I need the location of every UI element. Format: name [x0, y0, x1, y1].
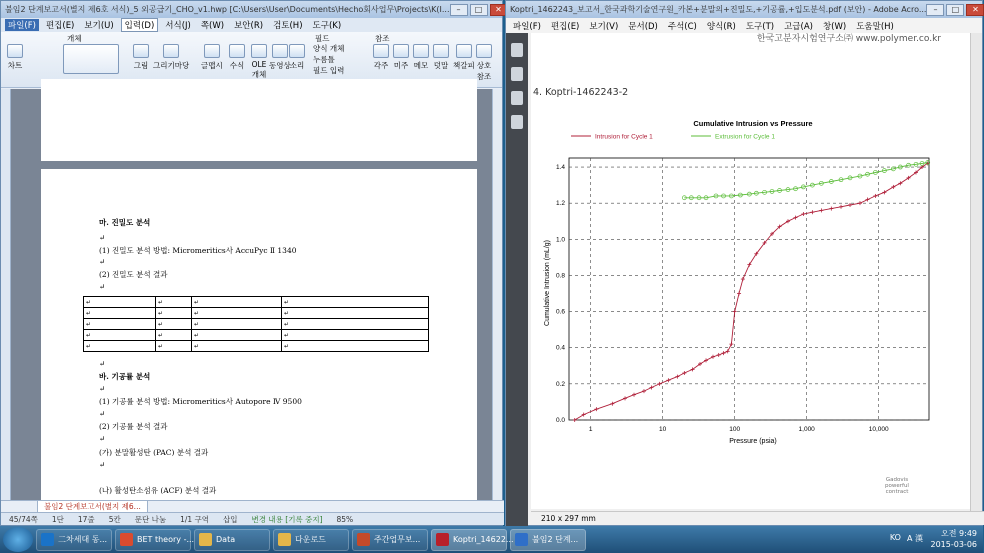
chart-icon: [7, 44, 23, 58]
vertical-ruler: [1, 89, 11, 502]
memo-icon: [413, 44, 429, 58]
document-area[interactable]: [11, 89, 493, 502]
hwp-vertical-scrollbar[interactable]: [492, 89, 502, 502]
taskbar-item[interactable]: BET theory -...: [115, 529, 191, 551]
table-row: ↵ ↵ ↵ ↵: [84, 308, 429, 319]
menu-insert[interactable]: 입력(D): [121, 18, 159, 32]
menu-review[interactable]: 검토(H): [273, 21, 303, 31]
menu-help[interactable]: 도움말(H): [856, 21, 894, 32]
hwp-statusbar: [1, 512, 504, 525]
ie-icon: [41, 533, 54, 546]
x-axis-label: Pressure (psia): [729, 438, 777, 445]
pdf-statusbar: [531, 511, 984, 525]
draw-mart-button[interactable]: 그리기마당: [153, 44, 189, 71]
legend-label: Extrusion for Cycle 1: [715, 133, 775, 141]
y-tick-label: 0.2: [555, 380, 565, 388]
menu-edit[interactable]: 편집(E): [45, 21, 75, 31]
formula-icon: [229, 44, 245, 58]
menu-comments[interactable]: 주석(C): [667, 21, 697, 32]
group-object-label: 개체: [67, 34, 82, 43]
clock-date: 2015-03-06: [930, 540, 977, 549]
pdf-titlebar[interactable]: [506, 1, 982, 18]
folder-icon: [278, 533, 291, 546]
table-row: ↵ ↵ ↵ ↵: [84, 319, 429, 330]
crossref-button[interactable]: 상호 참조: [475, 44, 493, 82]
pdf-window: [505, 0, 983, 526]
chrome-icon: [120, 533, 133, 546]
group-field-label: 필드: [315, 34, 330, 43]
pdf-header: 한국고분자시험연구소㈜ www.polymer.co.kr: [756, 34, 941, 44]
status-break: 문단 나눔: [134, 514, 167, 524]
hwp-doc-tabs: [1, 500, 504, 512]
series-line: [684, 163, 927, 198]
y-tick-label: 1.4: [555, 164, 565, 172]
x-tick-label: 1: [588, 426, 593, 433]
hwp-window-controls: [450, 4, 508, 16]
picture-button[interactable]: 그림: [133, 44, 149, 71]
menu-format[interactable]: 서식(J): [165, 21, 191, 31]
sound-icon: [289, 44, 305, 58]
menu-forms[interactable]: 양식(R): [706, 21, 736, 32]
item-ga: (가) 분말활성탄 (PAC) 분석 결과: [99, 448, 209, 457]
menu-file[interactable]: 파일(F): [5, 19, 39, 31]
hwp-window: [0, 0, 503, 526]
pages-icon[interactable]: [511, 67, 523, 81]
mark: ↵: [99, 384, 106, 393]
minimize-icon[interactable]: –: [926, 4, 944, 16]
item-ba2: (2) 기공률 분석 결과: [99, 422, 168, 431]
pdf-icon: [436, 533, 449, 546]
ole-button[interactable]: OLE 개체: [249, 44, 269, 80]
endnote-icon: [393, 44, 409, 58]
taskbar-item[interactable]: 다운로드: [273, 529, 349, 551]
heading-ma: 마. 진밀도 분석: [99, 218, 151, 227]
crossref-icon: [476, 44, 492, 58]
status-column: 1단: [51, 514, 64, 524]
comment-icon: [433, 44, 449, 58]
taskbar-item[interactable]: 불임2 단계...: [510, 529, 586, 551]
memo-field-button[interactable]: 누름틀: [313, 55, 335, 64]
item-ma1: (1) 진밀도 분석 방법: Micromeritics사 AccuPyc Ⅱ 1340: [99, 246, 297, 255]
mark: ↵: [99, 282, 106, 291]
status-section: 1/1 구역: [180, 514, 210, 524]
picture-icon: [133, 44, 149, 58]
mark: ↵: [99, 233, 106, 242]
hwp-title: 불임2 단계보고서(별지 제6호 서식)_5 외공급기_CHO_v1.hwp [C:\Users\User\Documents\Hecho회사업무\Projects\K(I...: [5, 5, 450, 14]
clock[interactable]: [931, 528, 978, 550]
maximize-icon[interactable]: □: [946, 4, 964, 16]
hwp-titlebar[interactable]: [1, 1, 502, 18]
status-zoom[interactable]: 85%: [336, 514, 354, 524]
folder-icon: [199, 533, 212, 546]
menu-page[interactable]: 쪽(W): [200, 21, 225, 31]
clock-time: 오전 9:49: [941, 529, 977, 538]
y-tick-label: 0.8: [555, 272, 565, 280]
doc-tab[interactable]: 불임2 단계보고서(별지 제6...: [37, 501, 148, 513]
menu-file[interactable]: 파일(F): [513, 21, 541, 32]
minimize-icon[interactable]: –: [450, 4, 468, 16]
mark: ↵: [99, 409, 106, 418]
field-input-button[interactable]: 필드 입력: [313, 66, 345, 75]
field-list: [313, 43, 344, 76]
x-tick-label: 1,000: [798, 426, 815, 433]
menu-tools[interactable]: 도구(T): [745, 21, 775, 32]
y-tick-label: 1.0: [555, 236, 565, 244]
menu-advanced[interactable]: 고급(A): [784, 21, 813, 32]
shape-gallery[interactable]: [63, 44, 119, 74]
glyph-icon: [204, 44, 220, 58]
status-insert[interactable]: 삽입: [223, 514, 238, 524]
menu-security[interactable]: 보안(R): [234, 21, 264, 31]
taskbar-item[interactable]: 二차세대 동...: [36, 529, 112, 551]
mark: ↵: [99, 434, 106, 443]
legend-label: Intrusion for Cycle 1: [595, 133, 653, 141]
attachments-icon[interactable]: [511, 91, 523, 105]
x-tick-label: 100: [729, 426, 741, 433]
y-tick-label: 0.4: [555, 344, 565, 352]
formula-button[interactable]: 수식: [229, 44, 245, 71]
table-row: ↵ ↵ ↵ ↵: [84, 341, 429, 352]
y-tick-label: 0.6: [555, 308, 565, 316]
x-tick-label: 10,000: [868, 426, 889, 433]
heading-ba: 바. 기공률 분석: [99, 372, 151, 381]
y-tick-label: 1.2: [555, 200, 565, 208]
hwp-menubar: [1, 18, 502, 32]
menu-tools[interactable]: 도구(K): [312, 21, 342, 31]
menu-window[interactable]: 창(W): [822, 21, 847, 32]
close-icon[interactable]: ✕: [490, 4, 508, 16]
taskbar-item[interactable]: Koptri_14622...: [431, 529, 507, 551]
movie-button[interactable]: 동영상: [269, 44, 291, 71]
maximize-icon[interactable]: □: [470, 4, 488, 16]
bookmark-icon: [456, 44, 472, 58]
status-line: 17줄: [77, 514, 95, 524]
endnote-button[interactable]: 미주: [393, 44, 409, 71]
status-page: 45/74쪽: [9, 514, 38, 524]
mark: ↵: [99, 460, 106, 469]
start-button[interactable]: [3, 527, 33, 552]
menu-document[interactable]: 문서(D): [628, 21, 658, 32]
sound-button[interactable]: 소리: [289, 44, 305, 71]
draw-mart-icon: [163, 44, 179, 58]
status-track[interactable]: 변경 내용 [기록 중지]: [251, 514, 323, 524]
result-table[interactable]: [83, 296, 429, 352]
ole-icon: [251, 44, 267, 58]
lock-icon[interactable]: [511, 43, 523, 57]
chart-legend: [571, 134, 775, 141]
shape-icon: [63, 44, 119, 74]
pdf-title: Koptri_1462243_보고서_한국과학기술연구원_카본+분말의+진밀도,+기공률,+입도분석.pdf (보안) - Adobe Acro...: [510, 5, 927, 14]
chart-ticks: [556, 164, 889, 433]
menu-edit[interactable]: 편집(E): [550, 21, 580, 32]
item-ba1: (1) 기공률 분석 방법: Micromeritics사 Autopore Ⅳ 9500: [99, 397, 302, 406]
series-line: [575, 163, 928, 420]
close-icon[interactable]: ✕: [966, 4, 984, 16]
movie-icon: [272, 44, 288, 58]
table-row: ↵ ↵ ↵ ↵: [84, 297, 429, 308]
pdf-window-controls: [926, 4, 984, 16]
gadovis-logo: Gadovis powerful contract: [885, 477, 909, 495]
y-axis-label: Cumulative Intrusion (mL/g): [544, 240, 551, 326]
tray-ime[interactable]: A 漢: [906, 534, 923, 543]
menu-view[interactable]: 보기(V): [589, 21, 619, 32]
taskbar-item[interactable]: Data: [194, 529, 270, 551]
mark: ↵: [99, 257, 106, 266]
bookmark-button[interactable]: 책갈피: [453, 44, 475, 71]
menu-view[interactable]: 보기(U): [84, 21, 114, 31]
page-current: [41, 169, 477, 509]
chart-title: Cumulative Intrusion vs Pressure: [693, 119, 813, 128]
chart-button[interactable]: 차트: [7, 44, 23, 71]
system-tray: [890, 533, 923, 544]
table-row: ↵ ↵ ↵ ↵: [84, 330, 429, 341]
page-previous: [41, 79, 477, 161]
footnote-button[interactable]: 각주: [373, 44, 389, 71]
pdf-section: 4. Koptri-1462243-2: [533, 87, 629, 98]
pdf-page[interactable]: [531, 33, 971, 509]
signature-icon[interactable]: [511, 115, 523, 129]
memo-button[interactable]: 메모: [413, 44, 429, 71]
pdf-nav-panel: [506, 33, 528, 527]
powerpoint-icon: [357, 533, 370, 546]
item-ma2: (2) 진밀도 분석 결과: [99, 270, 168, 279]
y-tick-label: 0.0: [555, 417, 565, 424]
x-tick-label: 10: [659, 426, 667, 433]
status-char: 5칸: [108, 514, 121, 524]
pdf-vertical-scrollbar[interactable]: [970, 33, 982, 513]
intrusion-chart: [531, 113, 971, 463]
taskbar-item[interactable]: 주간업무보...: [352, 529, 428, 551]
mark: ↵: [99, 359, 106, 368]
chart-marks: [573, 161, 930, 422]
glyph-button[interactable]: 글맵시: [201, 44, 223, 71]
item-na: (나) 활성탄소섬유 (ACF) 분석 결과: [99, 486, 217, 495]
hwp-icon: [515, 533, 528, 546]
group-ref-label: 참조: [375, 34, 390, 43]
taskbar: [0, 526, 983, 553]
comment-button[interactable]: 덧말: [433, 44, 449, 71]
form-object-button[interactable]: 양식 개체: [313, 44, 345, 53]
footnote-icon: [373, 44, 389, 58]
tray-lang[interactable]: KO: [889, 533, 901, 542]
page-size: 210 x 297 mm: [541, 514, 596, 523]
